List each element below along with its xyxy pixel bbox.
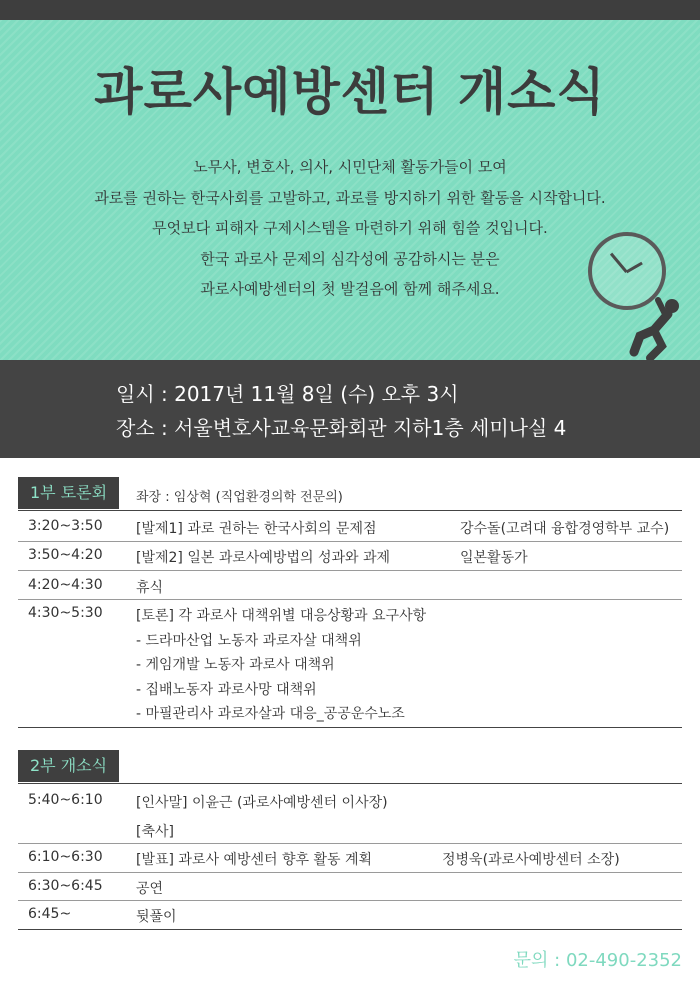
divider <box>18 843 682 844</box>
part1-label: 1부 토론회 <box>18 477 119 509</box>
intro-line: 노무사, 변호사, 의사, 시민단체 활동가들이 모여 <box>193 158 507 176</box>
row-time: 3:20~3:50 <box>28 518 103 534</box>
row-speaker: 정병욱(과로사예방센터 소장) <box>442 852 620 868</box>
row-speaker: 일본활동가 <box>460 550 528 566</box>
divider <box>18 570 682 571</box>
row-content: [축사] <box>136 824 174 840</box>
row-time: 5:40~6:10 <box>28 792 103 808</box>
sub-item: - 게임개발 노동자 과로사 대책위 <box>136 657 335 673</box>
event-info-band <box>0 360 700 458</box>
divider <box>18 783 682 784</box>
climbing-figure-icon <box>610 296 690 360</box>
divider <box>18 541 682 542</box>
row-content: [발제2] 일본 과로사예방법의 성과와 과제 <box>136 550 391 566</box>
row-content: 공연 <box>136 881 164 897</box>
event-place: 장소 : 서울변호사교육문화회관 지하1층 세미나실 4 <box>116 416 567 440</box>
row-time: 6:10~6:30 <box>28 849 103 865</box>
divider <box>18 510 682 511</box>
row-time: 4:20~4:30 <box>28 577 103 593</box>
divider <box>18 727 682 728</box>
row-content: 휴식 <box>136 580 164 596</box>
divider <box>18 929 682 930</box>
contact-info: 문의 : 02-490-2352 <box>513 950 682 971</box>
sub-item: - 드라마산업 노동자 과로자살 대책위 <box>136 633 362 649</box>
intro-line: 과로를 권하는 한국사회를 고발하고, 과로를 방지하기 위한 활동을 시작합니다. <box>94 188 606 207</box>
row-time: 3:50~4:20 <box>28 547 103 563</box>
intro-line: 과로사예방센터의 첫 발걸음에 함께 해주세요. <box>200 280 500 298</box>
top-bar <box>0 0 700 20</box>
part1-chair: 좌장 : 임상혁 (직업환경의학 전문의) <box>136 490 343 505</box>
row-content: [토론] 각 과로사 대책위별 대응상황과 요구사항 <box>136 608 427 624</box>
row-time: 4:30~5:30 <box>28 605 103 621</box>
page-title: 과로사예방센터 개소식 <box>94 63 606 121</box>
row-content: 뒷풀이 <box>136 909 177 925</box>
part2-label: 2부 개소식 <box>18 750 119 782</box>
row-speaker: 강수돌(고려대 융합경영학부 교수) <box>460 521 670 537</box>
row-content: [발제1] 과로 권하는 한국사회의 문제점 <box>136 521 377 537</box>
row-content: [인사말] 이윤근 (과로사예방센터 이사장) <box>136 795 388 811</box>
divider <box>18 900 682 901</box>
row-time: 6:30~6:45 <box>28 878 103 894</box>
sub-item: - 마필관리사 과로자살과 대응_공공운수노조 <box>136 706 405 722</box>
row-time: 6:45~ <box>28 906 72 922</box>
divider <box>18 599 682 600</box>
divider <box>18 872 682 873</box>
sub-item: - 집배노동자 과로사망 대책위 <box>136 682 317 698</box>
row-content: [발표] 과로사 예방센터 향후 활동 계획 <box>136 852 373 868</box>
intro-line: 한국 과로사 문제의 심각성에 공감하시는 분은 <box>200 249 500 268</box>
event-date: 일시 : 2017년 11월 8일 (수) 오후 3시 <box>116 382 459 406</box>
intro-line: 무엇보다 피해자 구제시스템을 마련하기 위해 힘쓸 것입니다. <box>152 219 548 237</box>
